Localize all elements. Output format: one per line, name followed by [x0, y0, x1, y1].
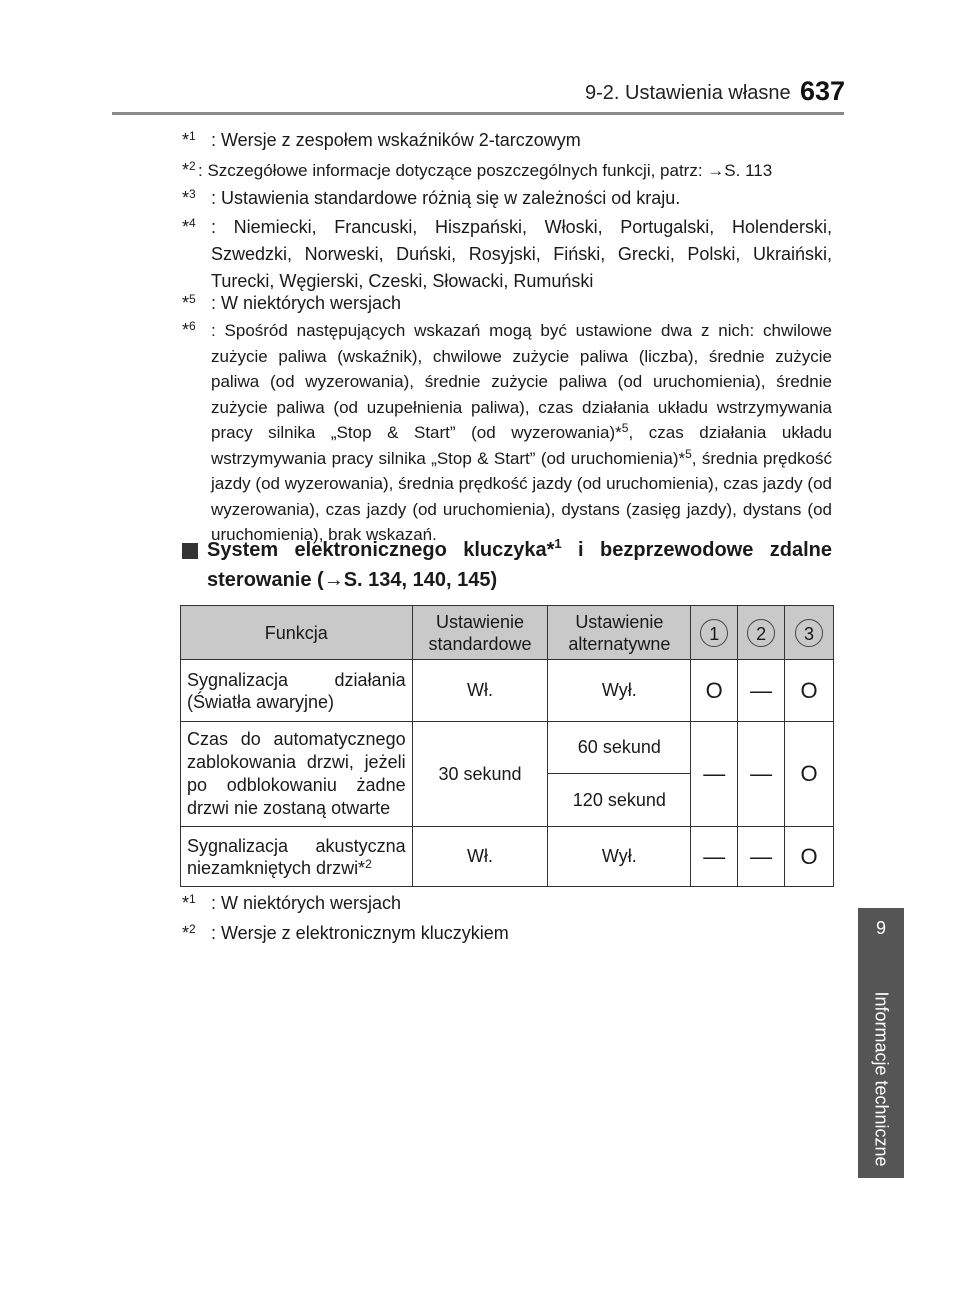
section-header: 9-2. Ustawienia własne	[585, 82, 791, 104]
table-row	[181, 827, 834, 887]
heading-square-icon	[182, 543, 198, 559]
chapter-label: Informacje techniczne	[871, 991, 892, 1167]
settings-table	[180, 605, 834, 887]
page-number: 637	[800, 76, 846, 106]
row-mark-2: —	[738, 660, 785, 722]
chapter-number: 9	[875, 918, 886, 938]
row-alternative-1: 60 sekund	[548, 722, 691, 774]
table-header-row	[181, 606, 834, 660]
footnote-4: *$^4$ : Niemiecki, Francuski, Hiszpański, Włoski, Portugalski, Holenderski, Szwedzki, Norweski, Duński, Rosyjski, Fiński, Grecki, Polski, Ukraiński, Turecki, Węgierski, Czeski, Słowacki, Rumuński	[182, 216, 832, 291]
row-mark-3: O	[785, 660, 834, 722]
column-1-circle-icon: 1	[700, 619, 728, 647]
footnote-2: *$^2$ : Szczegółowe informacje dotyczące poszczególnych funkcji, patrz: →S. 113	[182, 159, 773, 180]
header-rule	[112, 112, 844, 115]
header-function: Funkcja	[181, 606, 413, 660]
row-function: Czas do automatycznego zablokowania drzwi, jeżeli po odblokowaniu żadne drzwi nie zostaną otwarte	[181, 722, 413, 827]
row-mark-2: —	[738, 827, 785, 887]
footnote-5: *$^5$ : W niektórych wersjach	[182, 292, 402, 313]
row-mark-3: O	[785, 722, 834, 827]
column-2-circle-icon: 2	[747, 619, 775, 647]
row-function: Sygnalizacja działania (Światła awaryjne)	[181, 660, 413, 722]
table-footnote-1: *$^1$ : W niektórych wersjach	[182, 892, 402, 913]
row-mark-1: O	[691, 660, 738, 722]
header-default: Ustawienie standardowe	[412, 606, 548, 660]
column-3-circle-icon: 3	[795, 619, 823, 647]
table-row	[181, 660, 834, 722]
row-alternative: Wył.	[548, 827, 691, 887]
header-alternative: Ustawienie alternatywne	[548, 606, 691, 660]
row-mark-3: O	[785, 827, 834, 887]
table-footnote-2: *$^2$ : Wersje z elektronicznym kluczykiem	[182, 922, 509, 943]
row-alternative: Wył.	[548, 660, 691, 722]
row-alternative-2: 120 sekund	[548, 774, 691, 827]
footnote-1: *$^1$ : Wersje z zespołem wskaźników 2-tarczowym	[182, 129, 581, 150]
row-mark-2: —	[738, 722, 785, 827]
footnote-6: *$^6$ : Spośród następujących wskazań mogą być ustawione dwa z nich: chwilowe zużycie paliwa (wskaźnik), chwilowe zużycie paliwa (liczba), średnie zużycie paliwa (od wyzerowania), średnie zużycie paliwa (od uruchomienia), średnie zużycie paliwa (od uzupełnienia paliwa), czas działania układu wstrzymywania pracy silnika „Stop & Start” (od wyzerowania)*$^5$, czas działania układu wstrzymywania pracy silnika „Stop & Start” (od uruchomienia)*$^5$, średnia prędkość jazdy (od wyzerowania), średnia prędkość jazdy (od uruchomienia), czas jazdy (od wyzerowania), czas jazdy (od uruchomienia), dystans (zasięg jazdy), dystans (od uruchomienia), brak wskazań.	[182, 319, 833, 544]
row-function: Sygnalizacja akustyczna niezamkniętych drzwi*$^2$	[181, 827, 413, 887]
row-default: Wł.	[412, 827, 548, 887]
row-default: Wł.	[412, 660, 548, 722]
table-row	[181, 722, 834, 774]
section-heading: System elektronicznego kluczyka*$^1$ i bezprzewodowe zdalne sterowanie (→S. 134, 140, 145)	[182, 535, 832, 595]
row-default: 30 sekund	[412, 722, 548, 827]
footnote-3: *$^3$ : Ustawienia standardowe różnią się w zależności od kraju.	[182, 187, 681, 208]
row-mark-1: —	[691, 827, 738, 887]
row-mark-1: —	[691, 722, 738, 827]
